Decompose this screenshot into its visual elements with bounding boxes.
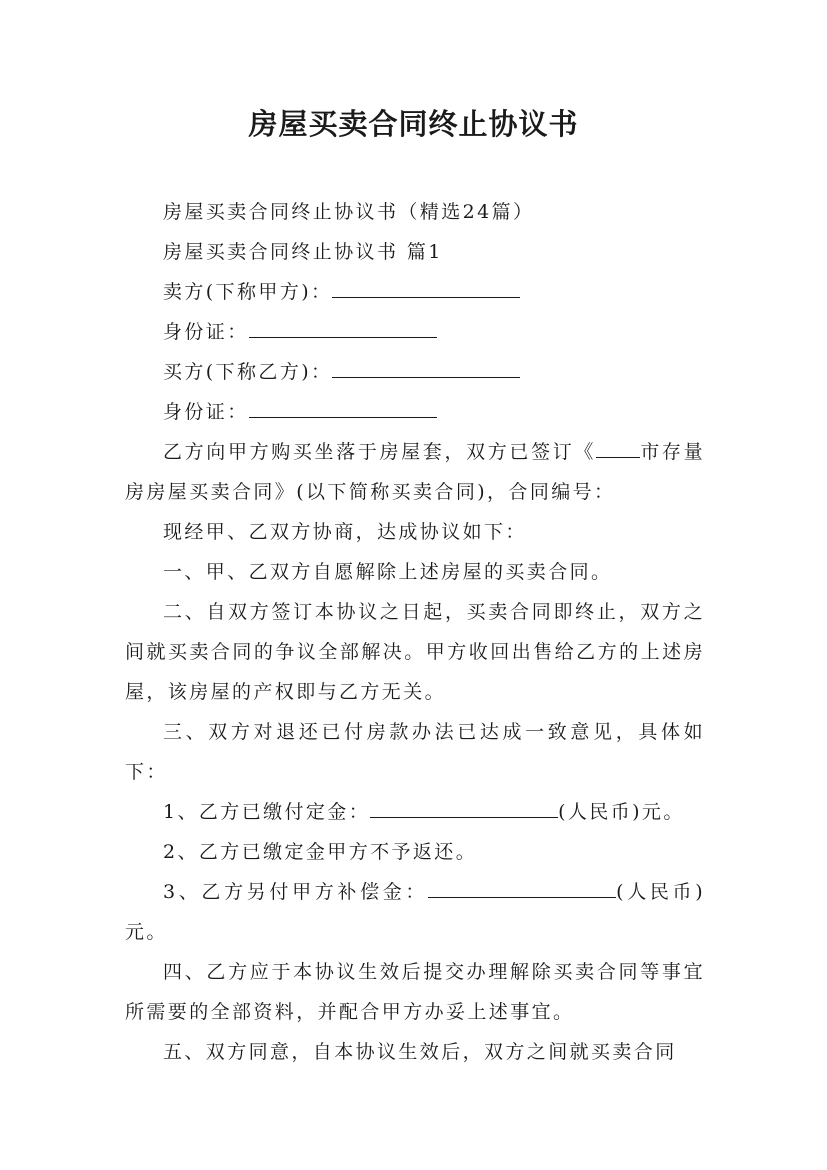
paragraph	[125, 432, 705, 512]
paragraph	[125, 712, 705, 792]
paragraph	[125, 592, 705, 712]
paragraph-text: 房屋买卖合同终止协议书 篇1	[163, 241, 443, 263]
paragraph-text: 现经甲、乙双方协商，达成协议如下：	[163, 521, 527, 543]
paragraph-text: 3、乙方另付甲方补偿金：	[163, 881, 429, 903]
paragraph	[125, 872, 705, 952]
paragraph	[125, 952, 705, 1032]
paragraph-text: 乙方向甲方购买坐落于房屋套，双方已签订《	[163, 441, 597, 463]
paragraph	[125, 272, 705, 312]
paragraph-text: 市存量房房屋买卖合同》(以下简称买卖合同)，合同编号：	[125, 441, 705, 503]
paragraph	[125, 792, 705, 832]
paragraph-text: 一、甲、乙双方自愿解除上述房屋的买卖合同。	[163, 561, 613, 583]
paragraph-text: 卖方(下称甲方)：	[163, 281, 333, 303]
fill-in-blank-line	[332, 353, 520, 378]
paragraph	[125, 192, 705, 232]
paragraph-text: 1、乙方已缴付定金：	[163, 801, 371, 823]
paragraph-text: 2、乙方已缴定金甲方不予返还。	[163, 841, 478, 863]
document-title: 房屋买卖合同终止协议书	[248, 107, 579, 141]
paragraph	[125, 312, 705, 352]
paragraph-text: 三、双方对退还已付房款办法已达成一致意见，具体如下：	[125, 721, 705, 783]
paragraph	[125, 1032, 705, 1072]
paragraph-text: 买方(下称乙方)：	[163, 361, 333, 383]
paragraph	[125, 352, 705, 392]
fill-in-blank-line	[428, 873, 616, 898]
paragraph-text: 身份证：	[163, 321, 249, 343]
paragraph	[125, 552, 705, 592]
fill-in-blank-line	[249, 393, 437, 418]
paragraph-text: (人民币)元。	[558, 801, 685, 823]
paragraph	[125, 832, 705, 872]
fill-in-blank-line	[249, 313, 437, 338]
document-body	[125, 192, 705, 1072]
paragraph-text: 四、乙方应于本协议生效后提交办理解除买卖合同等事宜所需要的全部资料，并配合甲方办妥上述事宜。	[125, 961, 705, 1023]
fill-in-blank-line	[332, 273, 520, 298]
paragraph-text: (人民币)元。	[125, 881, 706, 943]
paragraph	[125, 392, 705, 432]
paragraph-text: 五、双方同意，自本协议生效后，双方之间就买卖合同	[163, 1041, 677, 1063]
fill-in-blank-line	[596, 433, 640, 458]
paragraph-text: 房屋买卖合同终止协议书（精选24篇）	[163, 201, 535, 223]
fill-in-blank-line	[370, 793, 558, 818]
paragraph-text: 二、自双方签订本协议之日起，买卖合同即终止，双方之间就买卖合同的争议全部解决。甲方收回出售给乙方的上述房屋，该房屋的产权即与乙方无关。	[125, 601, 705, 703]
paragraph	[125, 232, 705, 272]
paragraph	[125, 512, 705, 552]
paragraph-text: 身份证：	[163, 401, 249, 423]
